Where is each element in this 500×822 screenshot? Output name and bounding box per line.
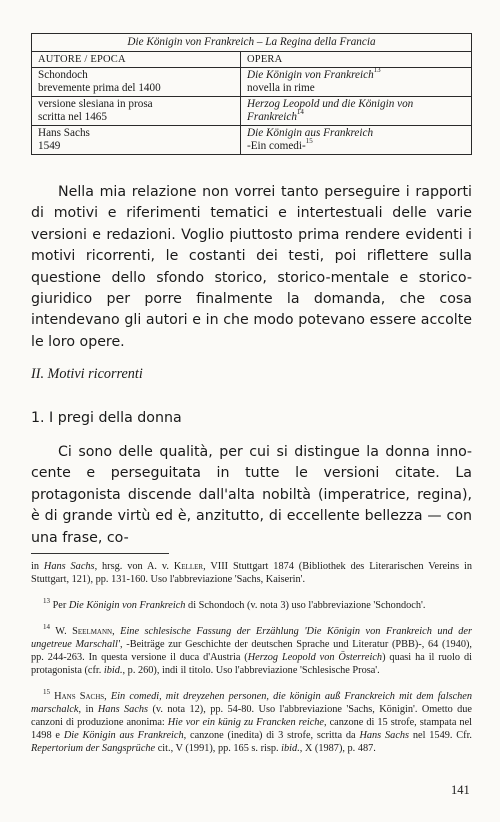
column-header-work: OPERA [241, 52, 472, 68]
subsection-heading: 1. I pregi della donna [31, 410, 182, 426]
table-row [32, 126, 472, 155]
author-epoch: brevemente prima del 1400 [38, 82, 161, 94]
work-title: Die Königin von Frankreich [247, 69, 374, 81]
body-paragraph: Ci sono delle qualità, per cui si distingue la donna innocente e perseguitata in tutte le versioni citate. La protagonista discende dall'alta nobiltà (imperatrice, regina), è di grande virtù ed è, anzitutto, di eccellente bellezza — con una frase, co- [31, 444, 472, 546]
footnote-15: $^{15}$ Hans Sachs, Ein comedi, mit dreyzehen personen, die königin auß Franckreich mit dem falschen marschalck, in Hans Sachs (v. nota 12), pp. 54-80. Uso l'abbreviazione 'Sachs, Königin'. Ometto due canzoni di produzione anonima: Hie vor ein künig zu Francken reiche, canzone di 15 strofe, stampata nel 1498 e Die Königin aus Frankreich, canzone (inedita) di 3 strofe, scritta da Hans Sachs nel 1549. Cfr. Repertorium der Sangsprüche cit., V (1991), pp. 165 s. risp. ibid., X (1987), p. 487. [31, 687, 473, 755]
footnote-separator [31, 553, 169, 554]
work-cell [241, 126, 472, 155]
author-epoch: 1549 [38, 140, 61, 152]
footnote-14: $^{14}$ W. Seelmann, Eine schlesische Fassung der Erzählung 'Die Königin von Frankreich und der ungetreue Marschall', -Beiträge zur Geschichte der deutschen Sprache und Literatur (PBB)-, 64 (1940), pp. 244-263. In questa versione il duca d'Austria (Herzog Leopold von Österreich) quasi ha il ruolo di protagonista (cfr. ibid., p. 260), indi il titolo. Uso l'abbreviazione 'Schlesische Prosa'. [31, 622, 472, 677]
footnote-number: 14 [43, 622, 50, 631]
author-epoch: scritta nel 1465 [38, 111, 107, 123]
page-number: 141 [451, 783, 470, 797]
table-caption: Die Königin von Frankreich – La Regina della Francia [32, 34, 472, 52]
footnote-ref: 13 [373, 66, 381, 75]
footnote-13: $^{13}$ Per Die Königin von Frankreich di Schondoch (v. nota 3) uso l'abbreviazione 'Schondoch'. [43, 596, 426, 611]
work-note: -Ein comedi- [247, 140, 306, 152]
work-note: novella in rime [247, 82, 315, 94]
table-row [32, 68, 472, 97]
footnote-continuation: in Hans Sachs, hrsg. von A. v. Keller, VIII Stuttgart 1874 (Bibliothek des Literarischen Vereins in Stuttgart, 121), pp. 131-160. Uso l'abbreviazione 'Sachs, Kaiserin'. [31, 561, 472, 586]
work-title: Die Königin aus Frankreich [247, 127, 374, 139]
author-cell [32, 68, 241, 97]
work-cell [241, 68, 472, 97]
table-row [32, 97, 472, 126]
work-cell [241, 97, 472, 126]
works-table [31, 33, 472, 155]
section-heading: II. Motivi ricorrenti [31, 366, 143, 382]
column-header-author: AUTORE / EPOCA [32, 52, 241, 68]
author-name: Schondoch [38, 69, 88, 81]
work-title: Herzog Leopold und die Königin von Frankreich [247, 98, 414, 123]
footnote-ref: 14 [296, 108, 304, 117]
footnote-ref: 15 [305, 137, 313, 146]
body-paragraph: Nella mia relazione non vorrei tanto perseguire i rapporti di motivi e riferimenti tematici e intertestuali delle varie versioni e redazioni. Voglio piuttosto prima rendere evidenti i motivi ricorrenti, le costanti dei testi, poi riflettere sulla questione dello sfondo storico, storico-mentale e storico-giuridico per porre finalmente la domanda, che cosa intendevano gli autori e in che modo potevano essere accolte le loro opere. [31, 184, 472, 350]
footnote-number: 15 [43, 687, 50, 696]
author-cell [32, 97, 241, 126]
footnote-number: 13 [43, 596, 50, 605]
author-name: versione slesiana in prosa [38, 98, 153, 110]
author-name: Hans Sachs [38, 127, 90, 139]
author-cell [32, 126, 241, 155]
